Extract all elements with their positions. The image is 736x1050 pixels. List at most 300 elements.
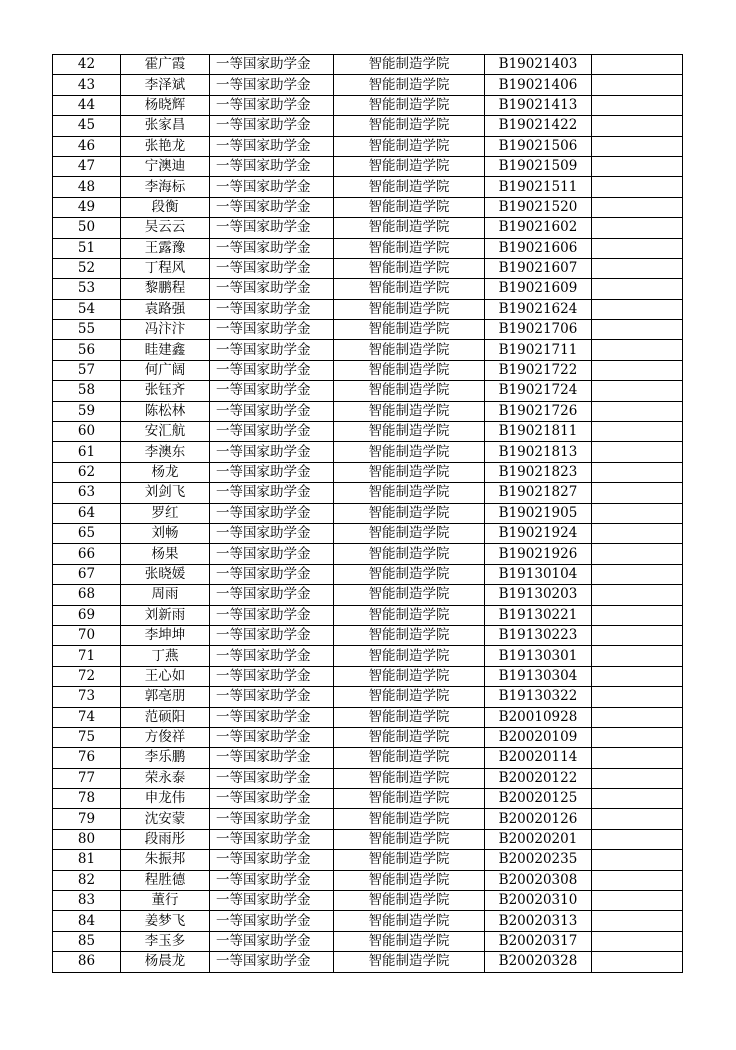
college-cell: 智能制造学院 — [334, 687, 485, 707]
award-type-cell: 一等国家助学金 — [210, 442, 334, 462]
table-row — [53, 829, 683, 849]
row-number-cell: 43 — [53, 75, 121, 95]
table-row — [53, 748, 683, 768]
student-id-cell: B20020126 — [485, 809, 592, 829]
college-cell: 智能制造学院 — [334, 911, 485, 931]
student-name-cell: 周雨 — [121, 585, 210, 605]
student-name-cell: 李乐鹏 — [121, 748, 210, 768]
table-row — [53, 625, 683, 645]
award-type-cell: 一等国家助学金 — [210, 422, 334, 442]
student-name-cell: 方俊祥 — [121, 727, 210, 747]
student-id-cell: B19021520 — [485, 197, 592, 217]
note-cell — [592, 197, 683, 217]
student-name-cell: 宁澳迪 — [121, 156, 210, 176]
student-id-cell: B20020109 — [485, 727, 592, 747]
row-number-cell: 71 — [53, 646, 121, 666]
table-row — [53, 442, 683, 462]
table-row — [53, 462, 683, 482]
note-cell — [592, 952, 683, 972]
row-number-cell: 63 — [53, 483, 121, 503]
student-id-cell: B19130304 — [485, 666, 592, 686]
student-name-cell: 刘新雨 — [121, 605, 210, 625]
table-row — [53, 238, 683, 258]
student-id-cell: B19021609 — [485, 279, 592, 299]
student-name-cell: 杨晨龙 — [121, 952, 210, 972]
note-cell — [592, 156, 683, 176]
student-name-cell: 杨龙 — [121, 462, 210, 482]
college-cell: 智能制造学院 — [334, 829, 485, 849]
table-row — [53, 687, 683, 707]
student-id-cell: B20020313 — [485, 911, 592, 931]
table-row — [53, 911, 683, 931]
student-name-cell: 董行 — [121, 891, 210, 911]
award-type-cell: 一等国家助学金 — [210, 911, 334, 931]
note-cell — [592, 381, 683, 401]
row-number-cell: 57 — [53, 360, 121, 380]
award-type-cell: 一等国家助学金 — [210, 483, 334, 503]
student-name-cell: 范硕阳 — [121, 707, 210, 727]
college-cell: 智能制造学院 — [334, 891, 485, 911]
college-cell: 智能制造学院 — [334, 381, 485, 401]
student-id-cell: B19130221 — [485, 605, 592, 625]
row-number-cell: 84 — [53, 911, 121, 931]
table-row — [53, 320, 683, 340]
college-cell: 智能制造学院 — [334, 340, 485, 360]
row-number-cell: 79 — [53, 809, 121, 829]
college-cell: 智能制造学院 — [334, 727, 485, 747]
row-number-cell: 74 — [53, 707, 121, 727]
college-cell: 智能制造学院 — [334, 585, 485, 605]
award-type-cell: 一等国家助学金 — [210, 952, 334, 972]
note-cell — [592, 748, 683, 768]
table-row — [53, 422, 683, 442]
student-name-cell: 张晓媛 — [121, 564, 210, 584]
student-id-cell: B19021711 — [485, 340, 592, 360]
row-number-cell: 80 — [53, 829, 121, 849]
table-row — [53, 381, 683, 401]
student-name-cell: 刘剑飞 — [121, 483, 210, 503]
student-id-cell: B20010928 — [485, 707, 592, 727]
student-id-cell: B19021811 — [485, 422, 592, 442]
student-id-cell: B19021413 — [485, 95, 592, 115]
student-id-cell: B19130301 — [485, 646, 592, 666]
note-cell — [592, 299, 683, 319]
note-cell — [592, 625, 683, 645]
table-row — [53, 218, 683, 238]
college-cell: 智能制造学院 — [334, 646, 485, 666]
college-cell: 智能制造学院 — [334, 95, 485, 115]
table-row — [53, 707, 683, 727]
college-cell: 智能制造学院 — [334, 809, 485, 829]
student-name-cell: 李玉多 — [121, 931, 210, 951]
award-type-cell: 一等国家助学金 — [210, 523, 334, 543]
row-number-cell: 59 — [53, 401, 121, 421]
award-type-cell: 一等国家助学金 — [210, 340, 334, 360]
table-row — [53, 75, 683, 95]
table-row — [53, 299, 683, 319]
award-type-cell: 一等国家助学金 — [210, 768, 334, 788]
note-cell — [592, 279, 683, 299]
note-cell — [592, 687, 683, 707]
college-cell: 智能制造学院 — [334, 707, 485, 727]
college-cell: 智能制造学院 — [334, 156, 485, 176]
student-name-cell: 霍广霞 — [121, 55, 210, 75]
student-id-cell: B19021706 — [485, 320, 592, 340]
table-row — [53, 177, 683, 197]
row-number-cell: 55 — [53, 320, 121, 340]
award-type-cell: 一等国家助学金 — [210, 381, 334, 401]
row-number-cell: 75 — [53, 727, 121, 747]
student-id-cell: B20020201 — [485, 829, 592, 849]
award-type-cell: 一等国家助学金 — [210, 585, 334, 605]
student-id-cell: B19021813 — [485, 442, 592, 462]
student-name-cell: 沈安蒙 — [121, 809, 210, 829]
scholarship-table — [52, 54, 683, 973]
award-type-cell: 一等国家助学金 — [210, 279, 334, 299]
row-number-cell: 86 — [53, 952, 121, 972]
award-type-cell: 一等国家助学金 — [210, 95, 334, 115]
award-type-cell: 一等国家助学金 — [210, 136, 334, 156]
student-name-cell: 申龙伟 — [121, 789, 210, 809]
table-row — [53, 258, 683, 278]
student-name-cell: 王露豫 — [121, 238, 210, 258]
row-number-cell: 53 — [53, 279, 121, 299]
table-row — [53, 931, 683, 951]
award-type-cell: 一等国家助学金 — [210, 116, 334, 136]
student-name-cell: 张家昌 — [121, 116, 210, 136]
student-id-cell: B19021905 — [485, 503, 592, 523]
student-name-cell: 王心如 — [121, 666, 210, 686]
student-id-cell: B19021602 — [485, 218, 592, 238]
student-id-cell: B19021509 — [485, 156, 592, 176]
student-id-cell: B19021827 — [485, 483, 592, 503]
college-cell: 智能制造学院 — [334, 952, 485, 972]
award-type-cell: 一等国家助学金 — [210, 55, 334, 75]
row-number-cell: 52 — [53, 258, 121, 278]
student-name-cell: 段衡 — [121, 197, 210, 217]
note-cell — [592, 523, 683, 543]
note-cell — [592, 483, 683, 503]
note-cell — [592, 238, 683, 258]
college-cell: 智能制造学院 — [334, 299, 485, 319]
award-type-cell: 一等国家助学金 — [210, 666, 334, 686]
student-name-cell: 安汇航 — [121, 422, 210, 442]
note-cell — [592, 850, 683, 870]
student-id-cell: B20020317 — [485, 931, 592, 951]
note-cell — [592, 116, 683, 136]
row-number-cell: 82 — [53, 870, 121, 890]
note-cell — [592, 789, 683, 809]
college-cell: 智能制造学院 — [334, 360, 485, 380]
row-number-cell: 73 — [53, 687, 121, 707]
student-id-cell: B19021506 — [485, 136, 592, 156]
table-row — [53, 585, 683, 605]
award-type-cell: 一等国家助学金 — [210, 809, 334, 829]
table-row — [53, 95, 683, 115]
table-row — [53, 666, 683, 686]
note-cell — [592, 360, 683, 380]
student-id-cell: B20020308 — [485, 870, 592, 890]
table-row — [53, 279, 683, 299]
student-name-cell: 郭亳朋 — [121, 687, 210, 707]
award-type-cell: 一等国家助学金 — [210, 789, 334, 809]
row-number-cell: 69 — [53, 605, 121, 625]
row-number-cell: 61 — [53, 442, 121, 462]
student-name-cell: 袁路强 — [121, 299, 210, 319]
student-id-cell: B19021823 — [485, 462, 592, 482]
note-cell — [592, 931, 683, 951]
row-number-cell: 70 — [53, 625, 121, 645]
note-cell — [592, 564, 683, 584]
student-id-cell: B19021924 — [485, 523, 592, 543]
row-number-cell: 77 — [53, 768, 121, 788]
student-id-cell: B19130223 — [485, 625, 592, 645]
college-cell: 智能制造学院 — [334, 462, 485, 482]
award-type-cell: 一等国家助学金 — [210, 931, 334, 951]
note-cell — [592, 666, 683, 686]
student-name-cell: 李坤坤 — [121, 625, 210, 645]
college-cell: 智能制造学院 — [334, 931, 485, 951]
college-cell: 智能制造学院 — [334, 279, 485, 299]
award-type-cell: 一等国家助学金 — [210, 687, 334, 707]
row-number-cell: 58 — [53, 381, 121, 401]
college-cell: 智能制造学院 — [334, 544, 485, 564]
college-cell: 智能制造学院 — [334, 666, 485, 686]
student-name-cell: 朱振邦 — [121, 850, 210, 870]
college-cell: 智能制造学院 — [334, 503, 485, 523]
award-type-cell: 一等国家助学金 — [210, 850, 334, 870]
table-row — [53, 136, 683, 156]
note-cell — [592, 136, 683, 156]
row-number-cell: 78 — [53, 789, 121, 809]
table-row — [53, 544, 683, 564]
award-type-cell: 一等国家助学金 — [210, 320, 334, 340]
table-row — [53, 727, 683, 747]
college-cell: 智能制造学院 — [334, 422, 485, 442]
college-cell: 智能制造学院 — [334, 238, 485, 258]
student-id-cell: B19021403 — [485, 55, 592, 75]
college-cell: 智能制造学院 — [334, 442, 485, 462]
table-row — [53, 503, 683, 523]
table-row — [53, 768, 683, 788]
note-cell — [592, 870, 683, 890]
note-cell — [592, 585, 683, 605]
student-name-cell: 冯汴汴 — [121, 320, 210, 340]
student-name-cell: 丁程风 — [121, 258, 210, 278]
award-type-cell: 一等国家助学金 — [210, 891, 334, 911]
note-cell — [592, 258, 683, 278]
award-type-cell: 一等国家助学金 — [210, 462, 334, 482]
college-cell: 智能制造学院 — [334, 483, 485, 503]
row-number-cell: 46 — [53, 136, 121, 156]
college-cell: 智能制造学院 — [334, 523, 485, 543]
row-number-cell: 45 — [53, 116, 121, 136]
student-id-cell: B20020328 — [485, 952, 592, 972]
award-type-cell: 一等国家助学金 — [210, 238, 334, 258]
table-row — [53, 483, 683, 503]
college-cell: 智能制造学院 — [334, 789, 485, 809]
row-number-cell: 65 — [53, 523, 121, 543]
student-name-cell: 李泽斌 — [121, 75, 210, 95]
note-cell — [592, 727, 683, 747]
note-cell — [592, 95, 683, 115]
student-name-cell: 杨晓辉 — [121, 95, 210, 115]
award-type-cell: 一等国家助学金 — [210, 258, 334, 278]
college-cell: 智能制造学院 — [334, 870, 485, 890]
row-number-cell: 56 — [53, 340, 121, 360]
student-name-cell: 罗红 — [121, 503, 210, 523]
college-cell: 智能制造学院 — [334, 850, 485, 870]
row-number-cell: 64 — [53, 503, 121, 523]
row-number-cell: 66 — [53, 544, 121, 564]
student-id-cell: B19021606 — [485, 238, 592, 258]
table-row — [53, 523, 683, 543]
student-name-cell: 李澳东 — [121, 442, 210, 462]
table-row — [53, 55, 683, 75]
row-number-cell: 81 — [53, 850, 121, 870]
note-cell — [592, 442, 683, 462]
table-row — [53, 116, 683, 136]
row-number-cell: 44 — [53, 95, 121, 115]
student-id-cell: B20020114 — [485, 748, 592, 768]
student-id-cell: B20020122 — [485, 768, 592, 788]
row-number-cell: 49 — [53, 197, 121, 217]
award-type-cell: 一等国家助学金 — [210, 156, 334, 176]
note-cell — [592, 544, 683, 564]
student-name-cell: 段雨彤 — [121, 829, 210, 849]
table-row — [53, 360, 683, 380]
award-type-cell: 一等国家助学金 — [210, 75, 334, 95]
student-id-cell: B19021406 — [485, 75, 592, 95]
student-name-cell: 姜梦飞 — [121, 911, 210, 931]
student-id-cell: B19130203 — [485, 585, 592, 605]
table-row — [53, 789, 683, 809]
award-type-cell: 一等国家助学金 — [210, 748, 334, 768]
note-cell — [592, 768, 683, 788]
student-id-cell: B19021726 — [485, 401, 592, 421]
table-row — [53, 156, 683, 176]
award-type-cell: 一等国家助学金 — [210, 727, 334, 747]
note-cell — [592, 809, 683, 829]
college-cell: 智能制造学院 — [334, 625, 485, 645]
note-cell — [592, 707, 683, 727]
award-type-cell: 一等国家助学金 — [210, 829, 334, 849]
row-number-cell: 48 — [53, 177, 121, 197]
table-row — [53, 952, 683, 972]
student-id-cell: B19130322 — [485, 687, 592, 707]
row-number-cell: 60 — [53, 422, 121, 442]
college-cell: 智能制造学院 — [334, 605, 485, 625]
award-type-cell: 一等国家助学金 — [210, 360, 334, 380]
award-type-cell: 一等国家助学金 — [210, 544, 334, 564]
college-cell: 智能制造学院 — [334, 768, 485, 788]
award-type-cell: 一等国家助学金 — [210, 646, 334, 666]
award-type-cell: 一等国家助学金 — [210, 218, 334, 238]
award-type-cell: 一等国家助学金 — [210, 503, 334, 523]
note-cell — [592, 422, 683, 442]
student-name-cell: 张艳龙 — [121, 136, 210, 156]
row-number-cell: 51 — [53, 238, 121, 258]
row-number-cell: 54 — [53, 299, 121, 319]
table-row — [53, 850, 683, 870]
note-cell — [592, 646, 683, 666]
row-number-cell: 67 — [53, 564, 121, 584]
college-cell: 智能制造学院 — [334, 136, 485, 156]
award-type-cell: 一等国家助学金 — [210, 401, 334, 421]
row-number-cell: 83 — [53, 891, 121, 911]
note-cell — [592, 340, 683, 360]
award-type-cell: 一等国家助学金 — [210, 177, 334, 197]
student-name-cell: 杨果 — [121, 544, 210, 564]
note-cell — [592, 891, 683, 911]
note-cell — [592, 503, 683, 523]
row-number-cell: 68 — [53, 585, 121, 605]
row-number-cell: 50 — [53, 218, 121, 238]
student-name-cell: 刘畅 — [121, 523, 210, 543]
student-name-cell: 张钰齐 — [121, 381, 210, 401]
note-cell — [592, 911, 683, 931]
college-cell: 智能制造学院 — [334, 748, 485, 768]
student-name-cell: 黎鹏程 — [121, 279, 210, 299]
note-cell — [592, 55, 683, 75]
award-type-cell: 一等国家助学金 — [210, 197, 334, 217]
college-cell: 智能制造学院 — [334, 197, 485, 217]
award-type-cell: 一等国家助学金 — [210, 870, 334, 890]
student-name-cell: 何广阔 — [121, 360, 210, 380]
row-number-cell: 42 — [53, 55, 121, 75]
college-cell: 智能制造学院 — [334, 564, 485, 584]
student-name-cell: 李海标 — [121, 177, 210, 197]
student-id-cell: B19021511 — [485, 177, 592, 197]
note-cell — [592, 401, 683, 421]
student-id-cell: B19021724 — [485, 381, 592, 401]
note-cell — [592, 829, 683, 849]
row-number-cell: 47 — [53, 156, 121, 176]
student-name-cell: 丁燕 — [121, 646, 210, 666]
table-row — [53, 401, 683, 421]
college-cell: 智能制造学院 — [334, 116, 485, 136]
table-body — [53, 55, 683, 973]
college-cell: 智能制造学院 — [334, 401, 485, 421]
note-cell — [592, 75, 683, 95]
student-name-cell: 荣永泰 — [121, 768, 210, 788]
table-row — [53, 646, 683, 666]
student-id-cell: B20020310 — [485, 891, 592, 911]
award-type-cell: 一等国家助学金 — [210, 605, 334, 625]
student-id-cell: B19021926 — [485, 544, 592, 564]
note-cell — [592, 218, 683, 238]
award-type-cell: 一等国家助学金 — [210, 564, 334, 584]
college-cell: 智能制造学院 — [334, 55, 485, 75]
table-row — [53, 340, 683, 360]
student-id-cell: B19021607 — [485, 258, 592, 278]
student-name-cell: 吴云云 — [121, 218, 210, 238]
college-cell: 智能制造学院 — [334, 75, 485, 95]
college-cell: 智能制造学院 — [334, 218, 485, 238]
college-cell: 智能制造学院 — [334, 177, 485, 197]
note-cell — [592, 320, 683, 340]
table-row — [53, 870, 683, 890]
table-row — [53, 605, 683, 625]
college-cell: 智能制造学院 — [334, 258, 485, 278]
table-row — [53, 809, 683, 829]
note-cell — [592, 605, 683, 625]
student-id-cell: B19021624 — [485, 299, 592, 319]
note-cell — [592, 177, 683, 197]
student-id-cell: B20020235 — [485, 850, 592, 870]
table-row — [53, 891, 683, 911]
table-row — [53, 197, 683, 217]
